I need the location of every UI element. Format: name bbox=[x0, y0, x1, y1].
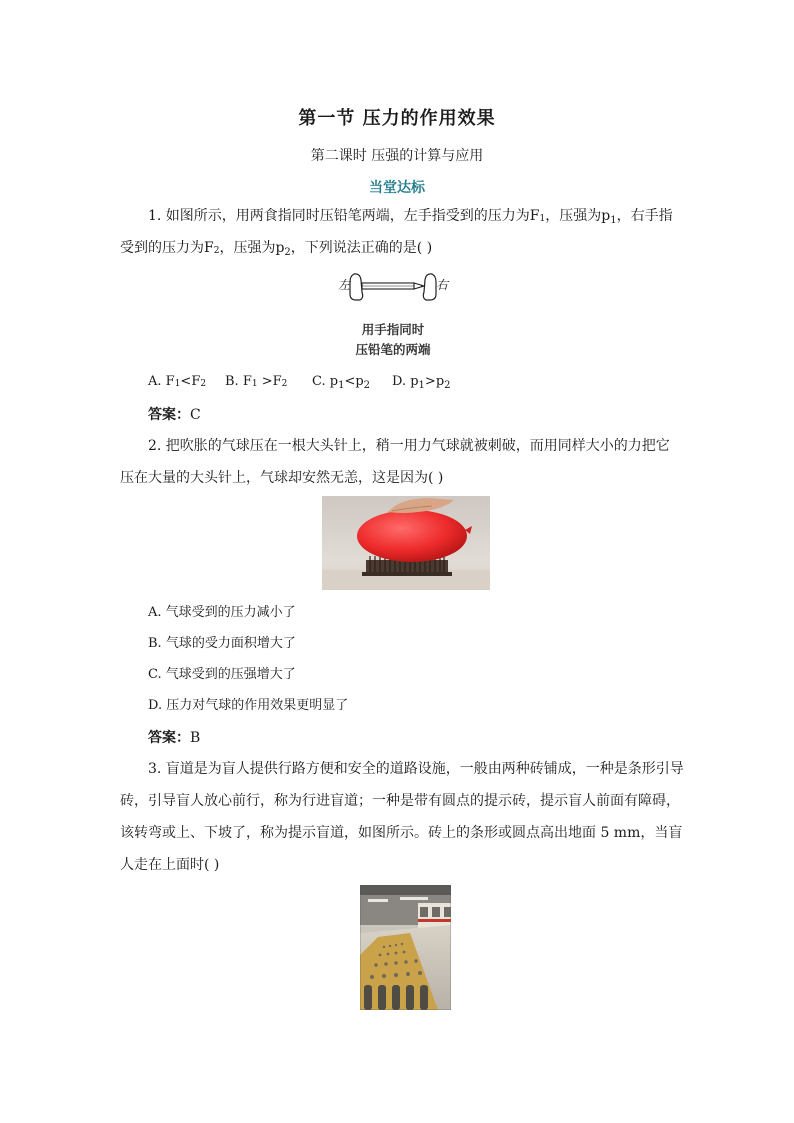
page-title: 第一节 压力的作用效果 bbox=[298, 108, 496, 129]
page-subtitle: 第二课时 压强的计算与应用 bbox=[310, 148, 484, 164]
q1-option-d: D. $p_1>p_2$ bbox=[392, 374, 451, 391]
figure-caption-1: 用手指同时 bbox=[361, 322, 425, 337]
balloon-on-nails-image bbox=[322, 496, 490, 590]
q2-line-1: 2. 把吹胀的气球压在一根大头针上，稍一用力气球就被刺破，而用同样大小的力把它 bbox=[148, 438, 670, 454]
q2-option-b: B. 气球的受力面积增大了 bbox=[148, 636, 296, 651]
q2-option-c: C. 气球受到的压强增大了 bbox=[148, 667, 296, 682]
tactile-paving-photo bbox=[360, 885, 451, 1010]
figure-caption-2: 压铅笔的两端 bbox=[355, 342, 431, 357]
q1-option-c: C. $p_1<p_2$ bbox=[312, 374, 371, 391]
right-label: 右 bbox=[436, 278, 449, 292]
q1-figure bbox=[332, 268, 454, 360]
q1-option-a: A. F1<F2 bbox=[148, 374, 207, 389]
q3-line-3: 该转弯或上、下坡了，称为提示盲道，如图所示。砖上的条形或圆点高出地面 5 mm，当盲 bbox=[120, 825, 683, 841]
q2-option-a: A. 气球受到的压力减小了 bbox=[148, 605, 296, 620]
balloon-photo bbox=[322, 496, 490, 590]
section-heading: 当堂达标 bbox=[369, 180, 425, 196]
left-label: 左 bbox=[338, 278, 351, 292]
q3-line-2: 砖，引导盲人放心前行，称为行进盲道；一种是带有圆点的提示砖，提示盲人前面有障碍， bbox=[120, 793, 680, 809]
q1-option-b: B. F1 >F2 bbox=[225, 374, 288, 389]
q2-line-2: 压在大量的大头针上，气球却安然无恙，这是因为( ) bbox=[120, 470, 444, 486]
q2-option-d: D. 压力对气球的作用效果更明显了 bbox=[148, 698, 349, 713]
q3-line-1: 3. 盲道是为盲人提供行路方便和安全的道路设施，一般由两种砖铺成，一种是条形引导 bbox=[148, 761, 684, 777]
q1-line-2: 受到的压力为F2，压强为$p_2$，下列说法正确的是( ) bbox=[120, 240, 433, 258]
q1-answer: 答案：C bbox=[148, 407, 201, 423]
q2-answer: 答案：B bbox=[148, 730, 201, 746]
q3-line-4: 人走在上面时( ) bbox=[120, 857, 220, 873]
tactile-paving-image bbox=[360, 885, 451, 1010]
q1-line-1: 1. 如图所示，用两食指同时压铅笔两端，左手指受到的压力为F1，压强为$p_1$，右手指 bbox=[148, 208, 673, 226]
